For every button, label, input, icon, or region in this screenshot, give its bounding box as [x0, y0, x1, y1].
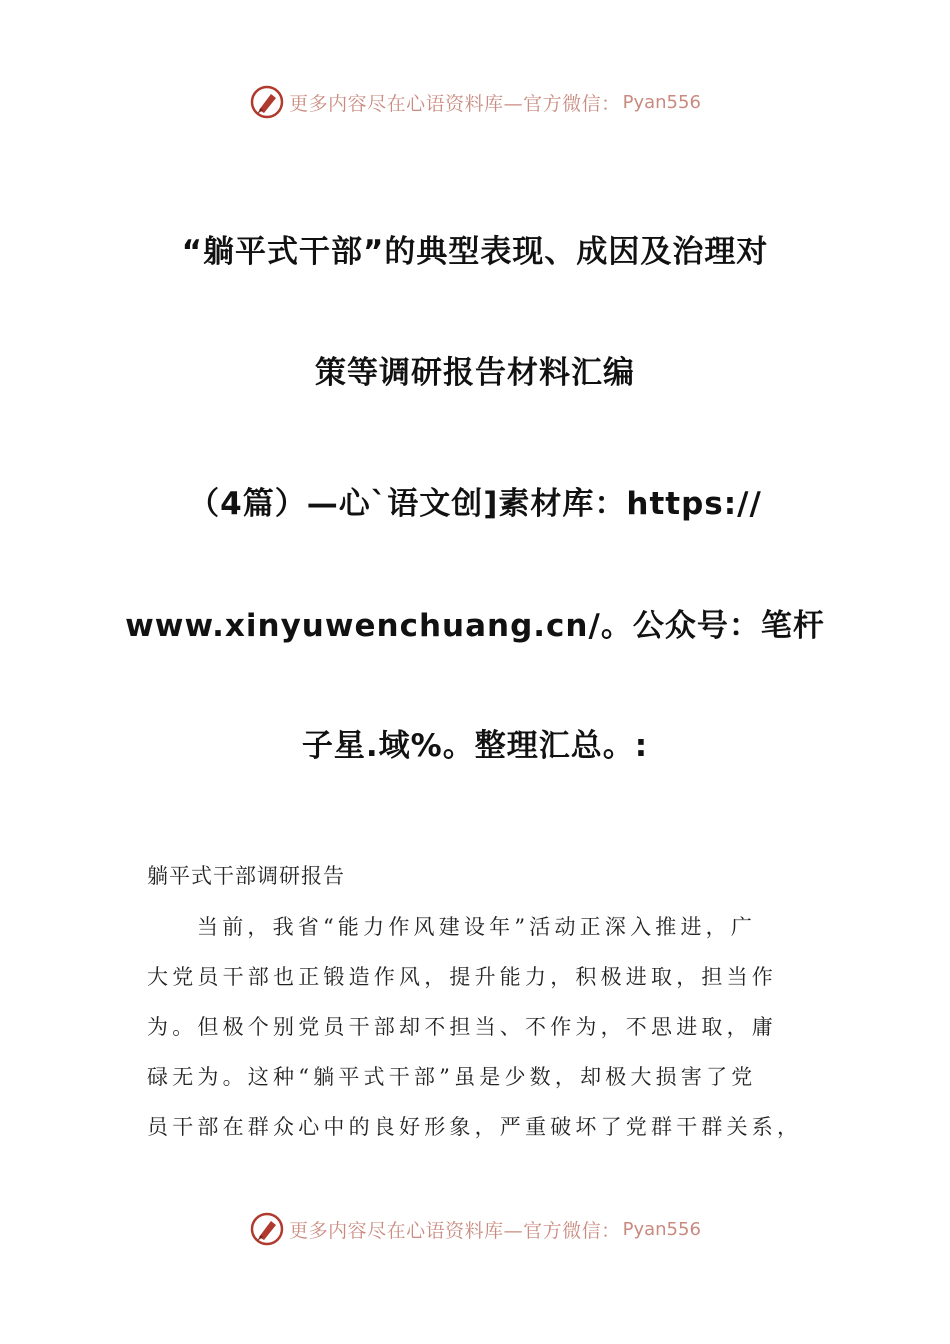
document-title-line-4: www.xinyuwenchuang.cn/。公众号：笔杆: [125, 608, 825, 644]
wechat-id: Pyan556: [622, 91, 701, 113]
section-heading: 躺平式干部调研报告: [147, 864, 345, 888]
paragraph-line: 大党员干部也正锻造作风，提升能力，积极进取，担当作: [147, 965, 777, 989]
document-title-line-2: 策等调研报告材料汇编: [315, 355, 635, 391]
wechat-id: Pyan556: [622, 1218, 701, 1240]
pen-nib-logo-icon: [249, 1211, 285, 1247]
banner-text: 更多内容尽在心语资料库—官方微信：: [289, 92, 621, 115]
paragraph-line: 碌无为。这种“躺平式干部”虽是少数，却极大损害了党: [147, 1065, 757, 1089]
header-banner: [0, 80, 950, 124]
pen-nib-logo-icon: [249, 84, 285, 120]
paragraph-line: 当前，我省“能力作风建设年”活动正深入推进，广: [197, 915, 757, 939]
footer-banner: [0, 1207, 950, 1251]
paragraph-line: 员干部在群众心中的良好形象，严重破坏了党群干群关系，: [147, 1115, 803, 1139]
document-title-line-5: 子星.域%。整理汇总。:: [301, 728, 649, 764]
paragraph-line: 为。但极个别党员干部却不担当、不作为，不思进取，庸: [147, 1015, 777, 1039]
banner-text: 更多内容尽在心语资料库—官方微信：: [289, 1219, 621, 1242]
document-title-line-1: “躺平式干部”的典型表现、成因及治理对: [181, 234, 769, 270]
document-title-line-3: （4篇）—心`语文创]素材库：https://: [188, 486, 762, 522]
